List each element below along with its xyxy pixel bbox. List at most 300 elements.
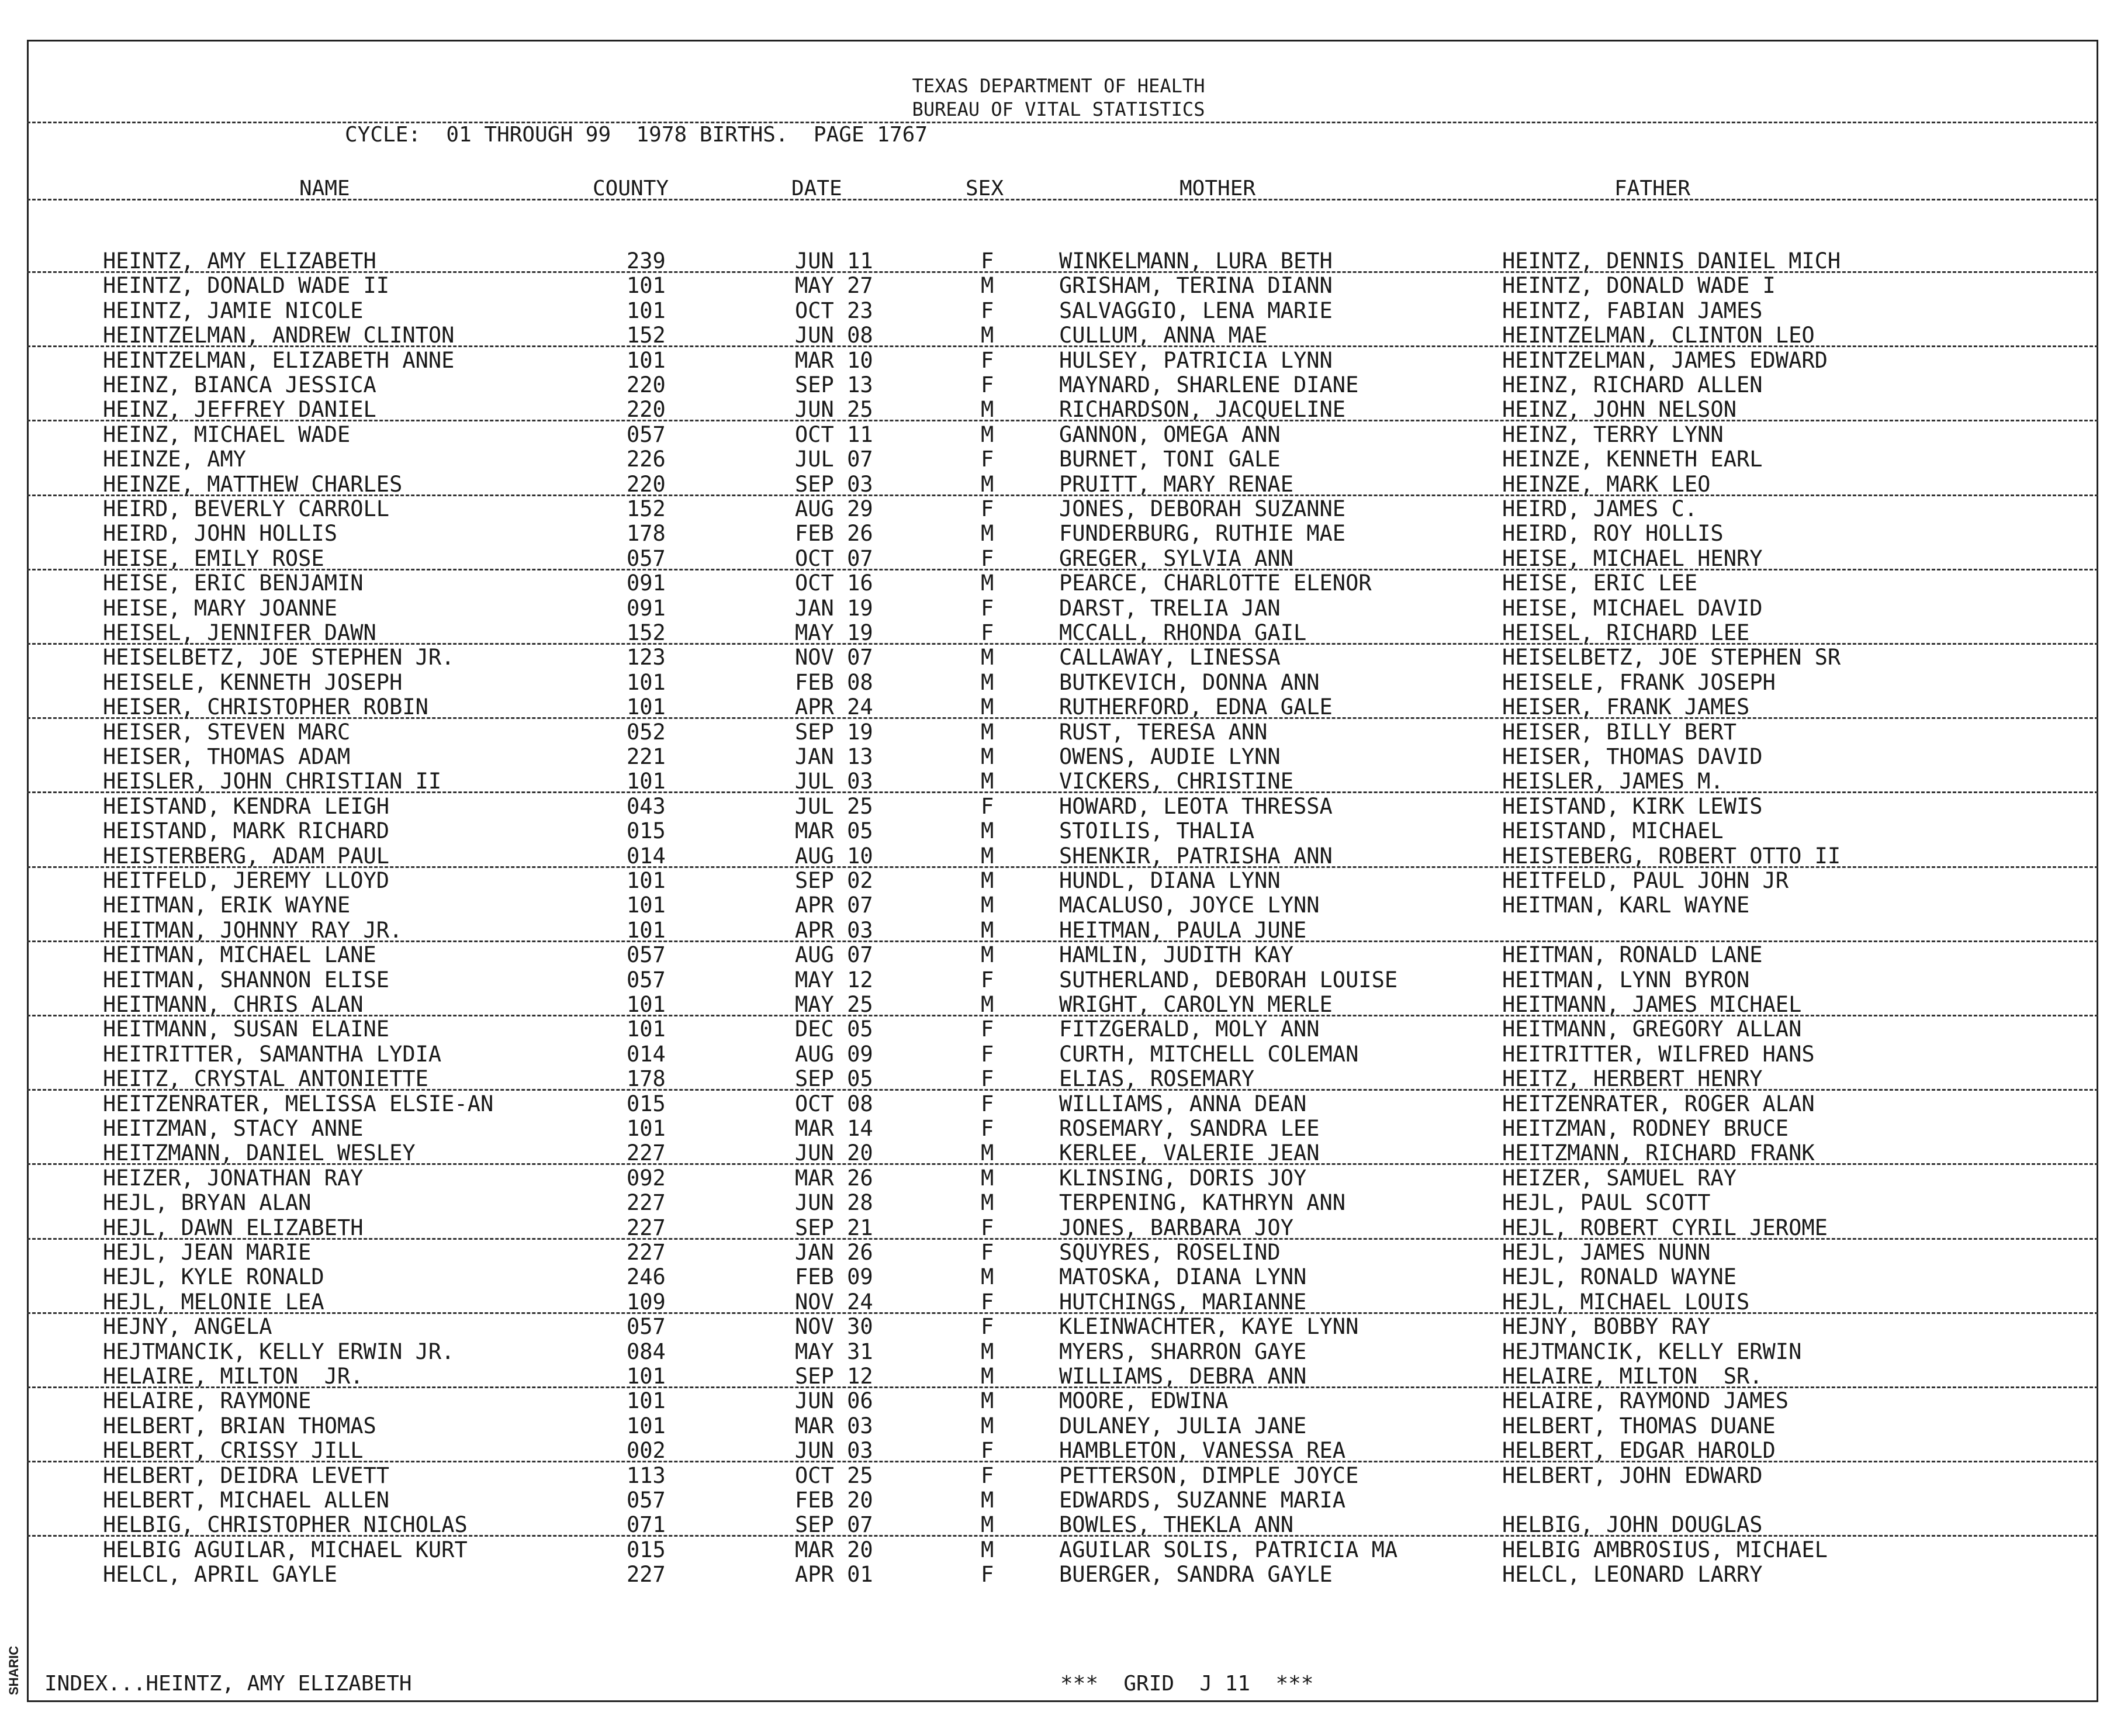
table-row xyxy=(0,571,2117,596)
table-row xyxy=(0,1340,2117,1364)
record-county: 101 xyxy=(627,917,666,943)
table-row xyxy=(0,1414,2117,1438)
record-mother: HUTCHINGS, MARIANNE xyxy=(1059,1289,1307,1315)
record-date: FEB 26 xyxy=(795,521,873,547)
record-mother: KLEINWACHTER, KAYE LYNN xyxy=(1059,1314,1359,1340)
row-separator xyxy=(27,717,2098,719)
record-father: HEISTEBERG, ROBERT OTTO II xyxy=(1502,843,1841,869)
record-mother: RUST, TERESA ANN xyxy=(1059,719,1268,745)
record-mother: MOORE, EDWINA xyxy=(1059,1388,1229,1414)
record-mother: SUTHERLAND, DEBORAH LOUISE xyxy=(1059,967,1398,993)
record-mother: CULLUM, ANNA MAE xyxy=(1059,323,1268,348)
record-mother: DARST, TRELIA JAN xyxy=(1059,595,1281,621)
record-mother: ROSEMARY, SANDRA LEE xyxy=(1059,1116,1320,1141)
record-county: 101 xyxy=(627,1413,666,1438)
record-county: 057 xyxy=(627,421,666,447)
table-row xyxy=(0,1141,2117,1166)
record-sex: F xyxy=(981,1462,994,1488)
table-row xyxy=(0,1092,2117,1116)
record-date: JAN 26 xyxy=(795,1240,873,1265)
record-father: HELAIRE, MILTON SR. xyxy=(1502,1364,1763,1389)
table-row xyxy=(0,1438,2117,1463)
record-mother: MCCALL, RHONDA GAIL xyxy=(1059,620,1307,645)
record-date: FEB 09 xyxy=(795,1264,873,1290)
record-father: HEISTAND, MICHAEL xyxy=(1502,818,1724,844)
record-sex: F xyxy=(981,545,994,571)
record-father: HEITFELD, PAUL JOHN JR xyxy=(1502,868,1789,893)
record-name: HEITMAN, SHANNON ELISE xyxy=(103,967,390,993)
record-father: HEJL, ROBERT CYRIL JEROME xyxy=(1502,1215,1828,1240)
record-father: HELBERT, THOMAS DUANE xyxy=(1502,1413,1776,1438)
record-mother: STOILIS, THALIA xyxy=(1059,818,1255,844)
record-sex: F xyxy=(981,620,994,645)
record-father: HEINTZELMAN, JAMES EDWARD xyxy=(1502,347,1828,373)
record-father: HEINZE, KENNETH EARL xyxy=(1502,447,1763,472)
margin-stamp xyxy=(2,1641,26,1700)
table-row xyxy=(0,472,2117,497)
record-date: AUG 09 xyxy=(795,1041,873,1067)
record-name: HEISE, MARY JOANNE xyxy=(103,595,337,621)
record-mother: EDWARDS, SUZANNE MARIA xyxy=(1059,1488,1346,1513)
table-row xyxy=(0,968,2117,993)
table-row xyxy=(0,1166,2117,1191)
record-father: HEITZMANN, RICHARD FRANK xyxy=(1502,1140,1815,1166)
record-date: NOV 07 xyxy=(795,645,873,670)
record-sex: F xyxy=(981,595,994,621)
record-father: HEISEL, RICHARD LEE xyxy=(1502,620,1750,645)
record-sex: M xyxy=(981,669,994,695)
record-mother: MAYNARD, SHARLENE DIANE xyxy=(1059,372,1359,397)
record-date: JUL 25 xyxy=(795,793,873,819)
record-county: 052 xyxy=(627,719,666,745)
record-date: OCT 11 xyxy=(795,421,873,447)
record-county: 101 xyxy=(627,992,666,1017)
record-name: HEISE, EMILY ROSE xyxy=(103,545,324,571)
col-header-father: FATHER xyxy=(1614,177,1691,200)
header-rule xyxy=(27,122,2098,123)
record-name: HEITMAN, JOHNNY RAY JR. xyxy=(103,917,403,943)
record-father: HEISELE, FRANK JOSEPH xyxy=(1502,669,1776,695)
table-row xyxy=(0,274,2117,298)
record-sex: F xyxy=(981,967,994,993)
record-father: HEIRD, ROY HOLLIS xyxy=(1502,521,1724,547)
record-sex: M xyxy=(981,843,994,869)
record-sex: F xyxy=(981,298,994,323)
record-name: HEISTERBERG, ADAM PAUL xyxy=(103,843,390,869)
record-name: HEITZENRATER, MELISSA ELSIE-AN xyxy=(103,1091,494,1116)
table-row xyxy=(0,943,2117,967)
record-father: HEITZMAN, RODNEY BRUCE xyxy=(1502,1116,1789,1141)
record-name: HEISLER, JOHN CHRISTIAN II xyxy=(103,769,442,794)
record-date: JUN 03 xyxy=(795,1438,873,1464)
record-father: HEJL, MICHAEL LOUIS xyxy=(1502,1289,1750,1315)
record-name: HEINZE, AMY xyxy=(103,447,247,472)
record-mother: HULSEY, PATRICIA LYNN xyxy=(1059,347,1333,373)
table-row xyxy=(0,547,2117,571)
record-sex: F xyxy=(981,1116,994,1141)
record-mother: FUNDERBURG, RUTHIE MAE xyxy=(1059,521,1346,547)
record-date: MAR 20 xyxy=(795,1537,873,1562)
record-county: 239 xyxy=(627,248,666,274)
record-father: HEIZER, SAMUEL RAY xyxy=(1502,1165,1737,1191)
record-father: HELAIRE, RAYMOND JAMES xyxy=(1502,1388,1789,1414)
record-sex: F xyxy=(981,1438,994,1464)
record-name: HEIRD, JOHN HOLLIS xyxy=(103,521,337,547)
record-name: HEIRD, BEVERLY CARROLL xyxy=(103,496,390,521)
record-mother: BUERGER, SANDRA GAYLE xyxy=(1059,1562,1333,1588)
record-date: MAR 10 xyxy=(795,347,873,373)
table-row xyxy=(0,1488,2117,1513)
record-sex: F xyxy=(981,347,994,373)
record-father: HELBERT, EDGAR HAROLD xyxy=(1502,1438,1776,1464)
record-county: 101 xyxy=(627,868,666,893)
record-name: HELBIG AGUILAR, MICHAEL KURT xyxy=(103,1537,468,1562)
table-row xyxy=(0,521,2117,546)
record-father: HEISER, THOMAS DAVID xyxy=(1502,744,1763,769)
record-name: HEISER, CHRISTOPHER ROBIN xyxy=(103,694,428,720)
record-name: HELBIG, CHRISTOPHER NICHOLAS xyxy=(103,1512,468,1538)
record-father: HEITMAN, RONALD LANE xyxy=(1502,942,1763,968)
record-date: AUG 10 xyxy=(795,843,873,869)
table-row xyxy=(0,1364,2117,1389)
record-mother: RUTHERFORD, EDNA GALE xyxy=(1059,694,1333,720)
record-mother: HOWARD, LEOTA THRESSA xyxy=(1059,793,1333,819)
record-sex: M xyxy=(981,917,994,943)
record-county: 101 xyxy=(627,298,666,323)
table-row xyxy=(0,645,2117,670)
record-name: HEITRITTER, SAMANTHA LYDIA xyxy=(103,1041,442,1067)
record-father: HEINTZ, FABIAN JAMES xyxy=(1502,298,1763,323)
record-name: HELAIRE, RAYMONE xyxy=(103,1388,312,1414)
record-date: JUN 25 xyxy=(795,397,873,423)
record-sex: M xyxy=(981,744,994,769)
record-mother: WILLIAMS, DEBRA ANN xyxy=(1059,1364,1307,1389)
record-mother: PRUITT, MARY RENAE xyxy=(1059,471,1293,497)
record-county: 152 xyxy=(627,496,666,521)
record-county: 057 xyxy=(627,1314,666,1340)
record-county: 227 xyxy=(627,1240,666,1265)
record-name: HEITMAN, ERIK WAYNE xyxy=(103,893,351,918)
record-sex: M xyxy=(981,645,994,670)
record-county: 227 xyxy=(627,1190,666,1216)
table-row xyxy=(0,918,2117,943)
record-father: HEINZ, RICHARD ALLEN xyxy=(1502,372,1763,397)
record-county: 221 xyxy=(627,744,666,769)
record-mother: JONES, DEBORAH SUZANNE xyxy=(1059,496,1346,521)
record-mother: HEITMAN, PAULA JUNE xyxy=(1059,917,1307,943)
record-county: 152 xyxy=(627,620,666,645)
record-sex: M xyxy=(981,719,994,745)
record-father: HEINZ, JOHN NELSON xyxy=(1502,397,1737,423)
record-mother: OWENS, AUDIE LYNN xyxy=(1059,744,1281,769)
record-date: SEP 03 xyxy=(795,471,873,497)
record-county: 071 xyxy=(627,1512,666,1538)
row-separator xyxy=(27,1461,2098,1462)
record-father: HEITMANN, GREGORY ALLAN xyxy=(1502,1016,1802,1042)
record-mother: KERLEE, VALERIE JEAN xyxy=(1059,1140,1320,1166)
record-sex: M xyxy=(981,868,994,893)
record-father: HEISE, MICHAEL DAVID xyxy=(1502,595,1763,621)
record-sex: M xyxy=(981,570,994,596)
table-row xyxy=(0,869,2117,893)
record-name: HEITZMANN, DANIEL WESLEY xyxy=(103,1140,416,1166)
record-date: JAN 19 xyxy=(795,595,873,621)
record-date: MAY 12 xyxy=(795,967,873,993)
record-date: JUN 20 xyxy=(795,1140,873,1166)
record-county: 091 xyxy=(627,570,666,596)
record-father: HELBIG, JOHN DOUGLAS xyxy=(1502,1512,1763,1538)
record-sex: M xyxy=(981,769,994,794)
record-county: 227 xyxy=(627,1140,666,1166)
record-name: HEINTZ, AMY ELIZABETH xyxy=(103,248,376,274)
record-father: HEINZ, TERRY LYNN xyxy=(1502,421,1724,447)
col-header-county: COUNTY xyxy=(593,177,669,200)
row-separator xyxy=(27,1163,2098,1165)
record-county: 014 xyxy=(627,1041,666,1067)
col-header-mother: MOTHER xyxy=(1179,177,1256,200)
table-row xyxy=(0,1389,2117,1413)
record-name: HEINZ, BIANCA JESSICA xyxy=(103,372,376,397)
record-county: 002 xyxy=(627,1438,666,1464)
footer-grid: *** GRID J 11 *** xyxy=(1060,1672,1314,1696)
table-row xyxy=(0,596,2117,621)
record-father: HEJL, PAUL SCOTT xyxy=(1502,1190,1711,1216)
record-sex: M xyxy=(981,323,994,348)
col-header-date: DATE xyxy=(791,177,842,200)
record-sex: M xyxy=(981,1339,994,1364)
table-row xyxy=(0,1562,2117,1587)
record-mother: KLINSING, DORIS JOY xyxy=(1059,1165,1307,1191)
record-sex: M xyxy=(981,421,994,447)
record-date: MAY 27 xyxy=(795,273,873,299)
record-name: HEISTAND, MARK RICHARD xyxy=(103,818,390,844)
record-name: HELBERT, MICHAEL ALLEN xyxy=(103,1488,390,1513)
record-name: HELAIRE, MILTON JR. xyxy=(103,1364,364,1389)
record-county: 123 xyxy=(627,645,666,670)
record-sex: M xyxy=(981,471,994,497)
record-mother: SQUYRES, ROSELIND xyxy=(1059,1240,1281,1265)
record-name: HEJNY, ANGELA xyxy=(103,1314,272,1340)
record-mother: BOWLES, THEKLA ANN xyxy=(1059,1512,1293,1538)
record-mother: TERPENING, KATHRYN ANN xyxy=(1059,1190,1346,1216)
record-mother: SALVAGGIO, LENA MARIE xyxy=(1059,298,1333,323)
record-name: HEJL, BRYAN ALAN xyxy=(103,1190,312,1216)
record-father: HEIRD, JAMES C. xyxy=(1502,496,1698,521)
table-row xyxy=(0,621,2117,645)
record-name: HEITFELD, JEREMY LLOYD xyxy=(103,868,390,893)
record-date: OCT 16 xyxy=(795,570,873,596)
record-date: OCT 23 xyxy=(795,298,873,323)
record-name: HEISTAND, KENDRA LEIGH xyxy=(103,793,390,819)
record-date: JUN 08 xyxy=(795,323,873,348)
record-name: HEISER, THOMAS ADAM xyxy=(103,744,351,769)
record-county: 092 xyxy=(627,1165,666,1191)
record-name: HEINZ, JEFFREY DANIEL xyxy=(103,397,376,423)
record-sex: F xyxy=(981,1066,994,1092)
record-mother: WRIGHT, CAROLYN MERLE xyxy=(1059,992,1333,1017)
record-name: HEITMAN, MICHAEL LANE xyxy=(103,942,376,968)
record-father: HEJL, JAMES NUNN xyxy=(1502,1240,1711,1265)
record-mother: CURTH, MITCHELL COLEMAN xyxy=(1059,1041,1359,1067)
record-county: 101 xyxy=(627,1388,666,1414)
record-mother: HUNDL, DIANA LYNN xyxy=(1059,868,1281,893)
record-father: HEITRITTER, WILFRED HANS xyxy=(1502,1041,1815,1067)
record-father: HEINTZELMAN, CLINTON LEO xyxy=(1502,323,1815,348)
record-county: 057 xyxy=(627,1488,666,1513)
record-name: HELBERT, CRISSY JILL xyxy=(103,1438,364,1464)
record-sex: M xyxy=(981,1488,994,1513)
record-sex: M xyxy=(981,521,994,547)
record-father: HEITMANN, JAMES MICHAEL xyxy=(1502,992,1802,1017)
record-name: HEISEL, JENNIFER DAWN xyxy=(103,620,376,645)
record-mother: JONES, BARBARA JOY xyxy=(1059,1215,1293,1240)
record-date: FEB 08 xyxy=(795,669,873,695)
table-row xyxy=(0,695,2117,720)
record-date: JAN 13 xyxy=(795,744,873,769)
record-county: 220 xyxy=(627,397,666,423)
record-name: HEISE, ERIC BENJAMIN xyxy=(103,570,364,596)
table-row xyxy=(0,993,2117,1017)
record-father: HEJNY, BOBBY RAY xyxy=(1502,1314,1711,1340)
cycle-line: CYCLE: 01 THROUGH 99 1978 BIRTHS. PAGE 1767 xyxy=(345,123,928,147)
record-sex: F xyxy=(981,1240,994,1265)
record-name: HEITMANN, SUSAN ELAINE xyxy=(103,1016,390,1042)
record-sex: M xyxy=(981,992,994,1017)
record-county: 091 xyxy=(627,595,666,621)
record-county: 101 xyxy=(627,694,666,720)
record-father: HEISER, BILLY BERT xyxy=(1502,719,1737,745)
record-mother: PETTERSON, DIMPLE JOYCE xyxy=(1059,1462,1359,1488)
record-date: NOV 30 xyxy=(795,1314,873,1340)
record-county: 057 xyxy=(627,545,666,571)
record-sex: M xyxy=(981,1264,994,1290)
col-header-sex: SEX xyxy=(966,177,1004,200)
record-county: 178 xyxy=(627,521,666,547)
record-name: HEJL, JEAN MARIE xyxy=(103,1240,312,1265)
department-title: TEXAS DEPARTMENT OF HEALTH xyxy=(912,75,1205,97)
record-county: 015 xyxy=(627,1091,666,1116)
record-date: JUN 06 xyxy=(795,1388,873,1414)
table-row xyxy=(0,373,2117,397)
bureau-title: BUREAU OF VITAL STATISTICS xyxy=(912,98,1205,120)
record-mother: WINKELMANN, LURA BETH xyxy=(1059,248,1333,274)
record-sex: F xyxy=(981,1289,994,1315)
record-father: HEINTZ, DONALD WADE I xyxy=(1502,273,1776,299)
record-name: HEIZER, JONATHAN RAY xyxy=(103,1165,364,1191)
record-sex: F xyxy=(981,793,994,819)
record-father: HEITMAN, KARL WAYNE xyxy=(1502,893,1750,918)
row-separator xyxy=(27,420,2098,421)
record-mother: SHENKIR, PATRISHA ANN xyxy=(1059,843,1333,869)
table-row xyxy=(0,720,2117,745)
record-mother: WILLIAMS, ANNA DEAN xyxy=(1059,1091,1307,1116)
record-sex: F xyxy=(981,1562,994,1588)
record-county: 015 xyxy=(627,1537,666,1562)
record-date: MAR 03 xyxy=(795,1413,873,1438)
record-mother: ELIAS, ROSEMARY xyxy=(1059,1066,1255,1092)
record-name: HEJL, DAWN ELIZABETH xyxy=(103,1215,364,1240)
record-sex: F xyxy=(981,496,994,521)
record-mother: VICKERS, CHRISTINE xyxy=(1059,769,1293,794)
record-date: SEP 21 xyxy=(795,1215,873,1240)
record-mother: FITZGERALD, MOLY ANN xyxy=(1059,1016,1320,1042)
record-county: 101 xyxy=(627,769,666,794)
record-sex: F xyxy=(981,1314,994,1340)
record-father: HEITZ, HERBERT HENRY xyxy=(1502,1066,1763,1092)
record-county: 057 xyxy=(627,967,666,993)
record-county: 109 xyxy=(627,1289,666,1315)
record-mother: BUTKEVICH, DONNA ANN xyxy=(1059,669,1320,695)
record-county: 101 xyxy=(627,669,666,695)
record-father: HEITZENRATER, ROGER ALAN xyxy=(1502,1091,1815,1116)
record-mother: HAMLIN, JUDITH KAY xyxy=(1059,942,1293,968)
record-date: SEP 13 xyxy=(795,372,873,397)
record-date: NOV 24 xyxy=(795,1289,873,1315)
record-sex: F xyxy=(981,447,994,472)
record-mother: DULANEY, JULIA JANE xyxy=(1059,1413,1307,1438)
record-date: SEP 02 xyxy=(795,868,873,893)
record-county: 101 xyxy=(627,347,666,373)
record-father: HEINTZ, DENNIS DANIEL MICH xyxy=(1502,248,1841,274)
record-date: OCT 25 xyxy=(795,1462,873,1488)
record-father: HEISELBETZ, JOE STEPHEN SR xyxy=(1502,645,1841,670)
record-name: HEINZE, MATTHEW CHARLES xyxy=(103,471,403,497)
record-sex: M xyxy=(981,1388,994,1414)
record-mother: MATOSKA, DIANA LYNN xyxy=(1059,1264,1307,1290)
record-name: HEINTZELMAN, ANDREW CLINTON xyxy=(103,323,455,348)
table-row xyxy=(0,497,2117,521)
table-row xyxy=(0,819,2117,843)
record-county: 220 xyxy=(627,471,666,497)
table-row xyxy=(0,423,2117,447)
record-father: HEITMAN, LYNN BYRON xyxy=(1502,967,1750,993)
record-date: MAR 14 xyxy=(795,1116,873,1141)
table-row xyxy=(0,1315,2117,1339)
record-father: HELBIG AMBROSIUS, MICHAEL xyxy=(1502,1537,1828,1562)
table-row xyxy=(0,1513,2117,1537)
record-date: JUN 28 xyxy=(795,1190,873,1216)
record-date: APR 01 xyxy=(795,1562,873,1588)
margin-stamp-text: SHARIC xyxy=(6,1645,21,1696)
record-date: SEP 07 xyxy=(795,1512,873,1538)
record-date: JUN 11 xyxy=(795,248,873,274)
record-sex: F xyxy=(981,1215,994,1240)
table-row xyxy=(0,1240,2117,1265)
footer-index: INDEX...HEINTZ, AMY ELIZABETH xyxy=(44,1672,412,1696)
record-mother: GREGER, SYLVIA ANN xyxy=(1059,545,1293,571)
record-county: 084 xyxy=(627,1339,666,1364)
record-date: APR 07 xyxy=(795,893,873,918)
record-name: HEJL, KYLE RONALD xyxy=(103,1264,324,1290)
record-name: HEINTZ, JAMIE NICOLE xyxy=(103,298,364,323)
record-mother: RICHARDSON, JACQUELINE xyxy=(1059,397,1346,423)
column-header-rule xyxy=(27,199,2098,200)
record-sex: F xyxy=(981,248,994,274)
table-row xyxy=(0,1290,2117,1315)
record-sex: M xyxy=(981,1537,994,1562)
record-county: 178 xyxy=(627,1066,666,1092)
record-date: FEB 20 xyxy=(795,1488,873,1513)
record-mother: CALLAWAY, LINESSA xyxy=(1059,645,1281,670)
record-name: HEINTZELMAN, ELIZABETH ANNE xyxy=(103,347,455,373)
record-sex: F xyxy=(981,1041,994,1067)
record-father: HEJL, RONALD WAYNE xyxy=(1502,1264,1737,1290)
record-name: HEISELBETZ, JOE STEPHEN JR. xyxy=(103,645,455,670)
table-row xyxy=(0,1042,2117,1067)
record-county: 152 xyxy=(627,323,666,348)
table-row xyxy=(0,1116,2117,1141)
record-county: 220 xyxy=(627,372,666,397)
